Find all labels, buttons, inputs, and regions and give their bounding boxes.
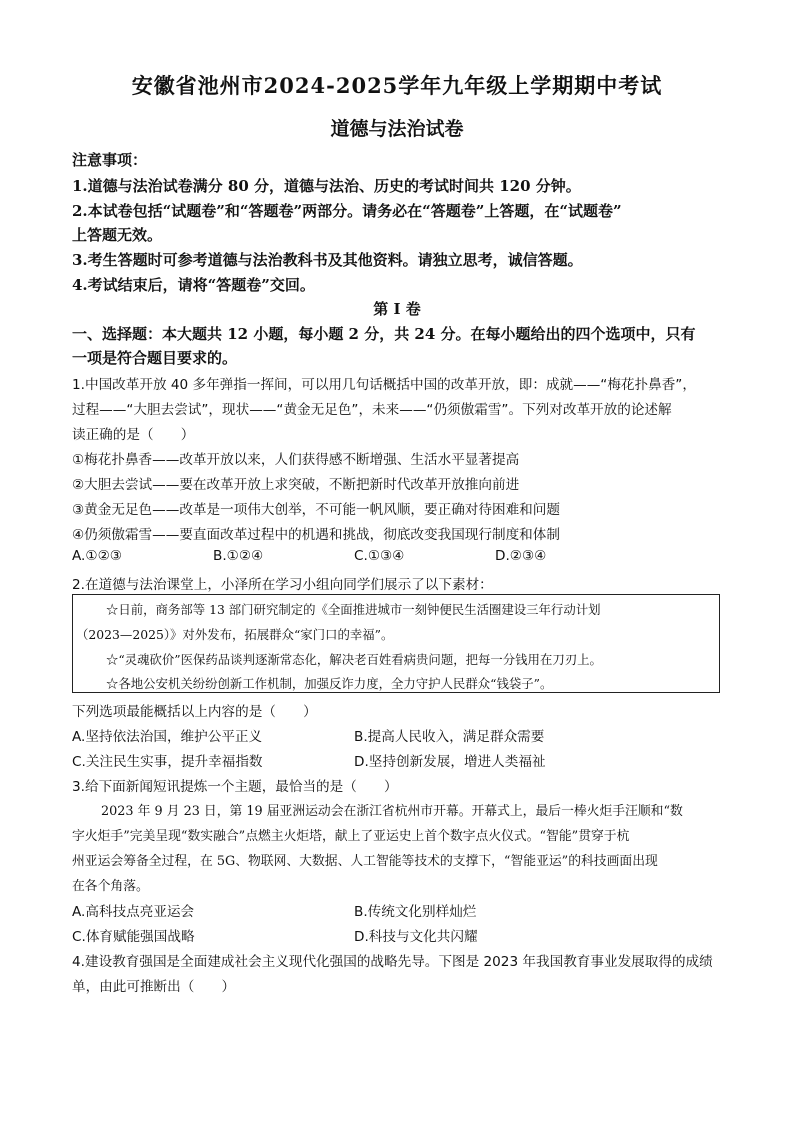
notice-item: 3.考生答题时可参考道德与法治教科书及其他资料。请独立思考，诚信答题。 (72, 251, 583, 269)
question-3-option-c[interactable]: C.体育赋能强国战略 (72, 929, 195, 945)
section-heading: 一项是符合题目要求的。 (72, 349, 238, 367)
material-line: ☆各地公安机关纷纷创新工作机制，加强反诈力度，全力守护人民群众“钱袋子”。 (106, 676, 553, 691)
section-heading: 一、选择题：本大题共 12 小题，每小题 2 分，共 24 分。在每小题给出的四个选项中，只有 (72, 325, 696, 343)
question-2-stem: 2.在道德与法治课堂上，小泽所在学习小组向同学们展示了以下素材： (72, 577, 493, 593)
question-2-option-c[interactable]: C.关注民生实事，提升幸福指数 (72, 754, 263, 770)
question-4-stem: 单，由此可推断出（ ） (72, 979, 236, 995)
question-2-question: 下列选项最能概括以上内容的是（ ） (72, 704, 317, 720)
question-1-statement: ②大胆去尝试——要在改革开放上求突破，不断把新时代改革开放推向前进 (72, 477, 520, 493)
question-1-option-a[interactable]: A.①②③ (72, 548, 122, 564)
material-line: （2023—2025）》对外发布，拓展群众“家门口的幸福”。 (76, 627, 394, 642)
notice-heading: 注意事项： (72, 151, 148, 169)
material-line: ☆“灵魂砍价”医保药品谈判逐渐常态化，解决老百姓看病贵问题，把每一分钱用在刀刃上。 (106, 652, 602, 667)
question-1-statement: ①梅花扑鼻香——改革开放以来，人们获得感不断增强、生活水平显著提高 (72, 452, 520, 468)
volume-heading: 第 I 卷 (373, 300, 421, 318)
question-1-statement: ④仍须傲霜雪——要直面改革过程中的机遇和挑战，彻底改变我国现行制度和体制 (72, 527, 560, 543)
question-3-option-d[interactable]: D.科技与文化共闪耀 (354, 929, 478, 945)
question-2-option-a[interactable]: A.坚持依法治国，维护公平正义 (72, 729, 263, 745)
question-2-option-b[interactable]: B.提高人民收入，满足群众需要 (354, 729, 545, 745)
question-1-option-b[interactable]: B.①②④ (213, 548, 264, 564)
material-line: ☆日前，商务部等 13 部门研究制定的《全面推进城市一刻钟便民生活圈建设三年行动计划 (106, 602, 601, 617)
question-1-stem: 1.中国改革开放 40 多年弹指一挥间，可以用几句话概括中国的改革开放，即：成就——“梅花扑鼻香”， (72, 377, 696, 393)
news-paragraph: 2023 年 9 月 23 日，第 19 届亚洲运动会在浙江省杭州市开幕。开幕式上，最后一棒火炬手汪顺和“数 (101, 804, 683, 819)
question-1-option-c[interactable]: C.①③④ (354, 548, 405, 564)
question-3-stem: 3.给下面新闻短讯提炼一个主题，最恰当的是（ ） (72, 779, 398, 795)
question-3-option-a[interactable]: A.高科技点亮亚运会 (72, 904, 195, 920)
notice-item: 上答题无效。 (72, 226, 163, 244)
question-1-stem: 过程——“大胆去尝试”，现状——“黄金无足色”，未来——“仍须傲霜雪”。下列对改革开放的论述解 (72, 402, 672, 418)
exam-title: 安徽省池州市2024-2025学年九年级上学期期中考试 (131, 73, 663, 98)
notice-item: 2.本试卷包括“试题卷”和“答题卷”两部分。请务必在“答题卷”上答题，在“试题卷” (72, 202, 622, 220)
news-paragraph: 州亚运会筹备全过程，在 5G、物联网、大数据、人工智能等技术的支撑下，“智能亚运”的科技画面出现 (72, 854, 658, 869)
question-1-statement: ③黄金无足色——改革是一项伟大创举，不可能一帆风顺，要正确对待困难和问题 (72, 502, 560, 518)
question-4-stem: 4.建设教育强国是全面建成社会主义现代化强国的战略先导。下图是 2023 年我国教育事业发展取得的成绩 (72, 954, 713, 970)
news-paragraph: 在各个角落。 (72, 879, 149, 894)
notice-item: 1.道德与法治试卷满分 80 分，道德与法治、历史的考试时间共 120 分钟。 (72, 177, 581, 195)
question-2-option-d[interactable]: D.坚持创新发展，增进人类福祉 (354, 754, 546, 770)
news-paragraph: 字火炬手”完美呈现“数实融合”点燃主火炬塔，献上了亚运史上首个数字点火仪式。“智能”贯穿于杭 (72, 829, 630, 844)
notice-item: 4.考试结束后，请将“答题卷”交回。 (72, 276, 315, 294)
question-1-stem: 读正确的是（ ） (72, 427, 195, 443)
question-3-option-b[interactable]: B.传统文化别样灿烂 (354, 904, 477, 920)
exam-subtitle: 道德与法治试卷 (330, 118, 464, 140)
question-1-option-d[interactable]: D.②③④ (495, 548, 547, 564)
